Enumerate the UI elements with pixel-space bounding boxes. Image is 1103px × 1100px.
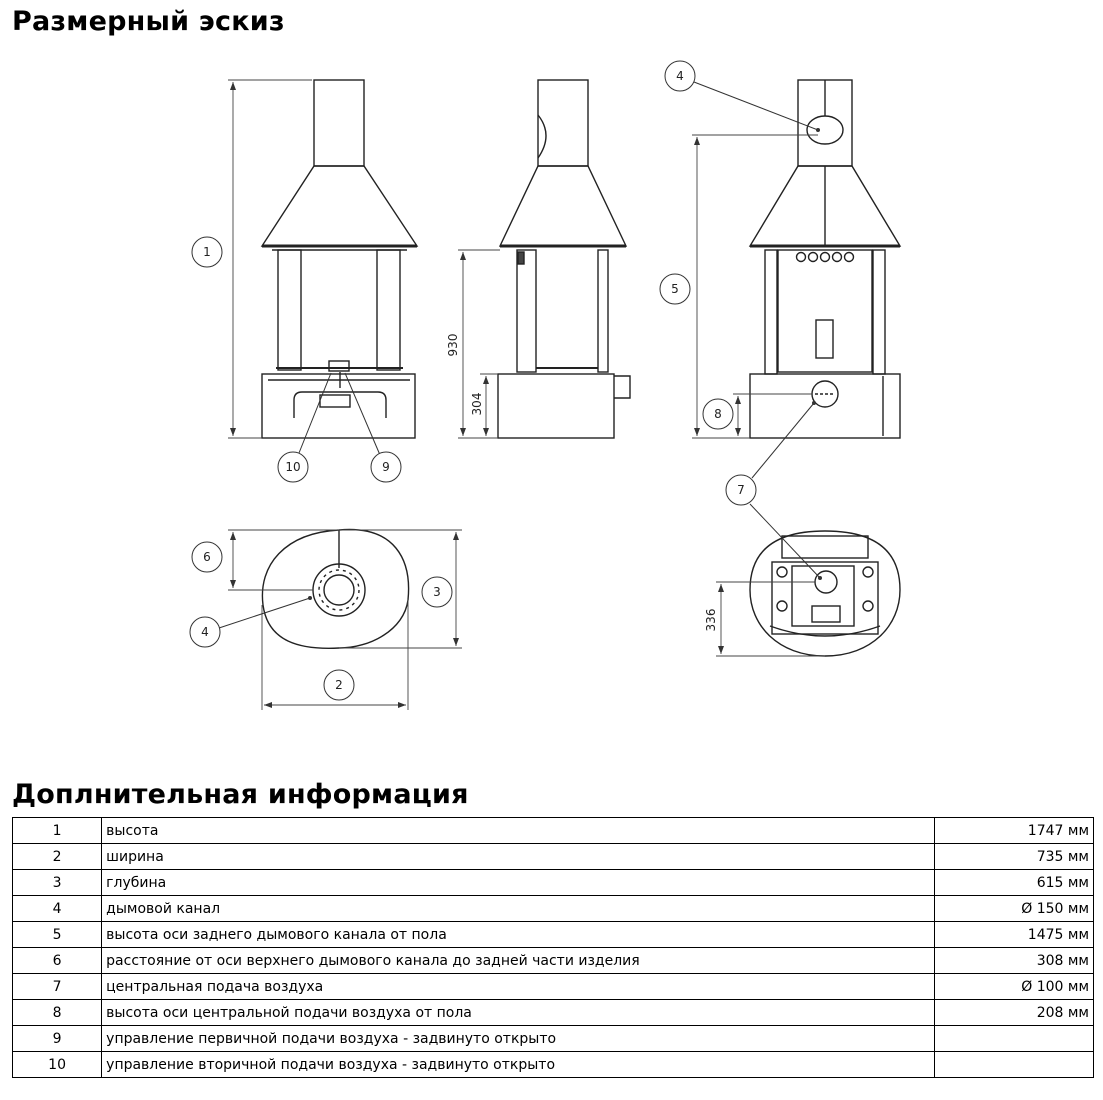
row-number: 2	[13, 844, 102, 870]
row-value: Ø 150 мм	[934, 896, 1093, 922]
dimension-arrows	[230, 82, 741, 708]
row-number: 8	[13, 1000, 102, 1026]
dimension-lines	[228, 80, 825, 710]
dim-930-label: 930	[446, 333, 460, 357]
row-number: 10	[13, 1052, 102, 1078]
row-number: 3	[13, 870, 102, 896]
sketch-heading: Размерный эскиз	[12, 6, 285, 37]
row-value: 615 мм	[934, 870, 1093, 896]
row-number: 7	[13, 974, 102, 1000]
table-row	[13, 844, 1094, 870]
callout-10-label: 10	[285, 460, 301, 474]
row-number: 1	[13, 818, 102, 844]
row-value: 308 мм	[934, 948, 1093, 974]
table-row	[13, 974, 1094, 1000]
callout-6-label: 6	[203, 550, 211, 564]
row-number: 6	[13, 948, 102, 974]
callout-7-label: 7	[737, 483, 745, 497]
table-row	[13, 1026, 1094, 1052]
side-view	[498, 80, 630, 438]
bottom-view	[750, 531, 900, 656]
table-row	[13, 948, 1094, 974]
row-label: ширина	[102, 844, 935, 870]
row-value: 1747 мм	[934, 818, 1093, 844]
spec-table	[12, 817, 1094, 1078]
row-value	[934, 1052, 1093, 1078]
table-row	[13, 896, 1094, 922]
table-row	[13, 870, 1094, 896]
dim-336-label: 336	[704, 608, 718, 632]
row-label: высота оси заднего дымового канала от пола	[102, 922, 935, 948]
front-view	[262, 80, 417, 438]
row-number: 4	[13, 896, 102, 922]
row-value: 208 мм	[934, 1000, 1093, 1026]
row-label: высота	[102, 818, 935, 844]
row-label: высота оси центральной подачи воздуха от пола	[102, 1000, 935, 1026]
callout-4-label: 4	[676, 69, 684, 83]
top-view	[262, 530, 408, 649]
callout-1-label: 1	[203, 245, 211, 259]
table-row	[13, 1000, 1094, 1026]
spec-table-body	[13, 818, 1094, 1078]
dim-304-label: 304	[470, 392, 484, 416]
callout-8-label: 8	[714, 407, 722, 421]
rear-view	[750, 80, 900, 438]
table-row	[13, 1052, 1094, 1078]
callout-9-label: 9	[382, 460, 390, 474]
callout-2-label: 2	[335, 678, 343, 692]
row-label: управление вторичной подачи воздуха - задвинуто открыто	[102, 1052, 935, 1078]
row-value: Ø 100 мм	[934, 974, 1093, 1000]
row-value: 1475 мм	[934, 922, 1093, 948]
row-label: дымовой канал	[102, 896, 935, 922]
row-label: центральная подача воздуха	[102, 974, 935, 1000]
table-row	[13, 922, 1094, 948]
callout-4b-label: 4	[201, 625, 209, 639]
row-number: 9	[13, 1026, 102, 1052]
row-value	[934, 1026, 1093, 1052]
callout-5-label: 5	[671, 282, 679, 296]
row-label: управление первичной подачи воздуха - задвинуто открыто	[102, 1026, 935, 1052]
info-heading: Доплнительная информация	[12, 779, 469, 810]
row-label: расстояние от оси верхнего дымового канала до задней части изделия	[102, 948, 935, 974]
table-row	[13, 818, 1094, 844]
row-label: глубина	[102, 870, 935, 896]
leader-lines	[219, 82, 820, 628]
row-value: 735 мм	[934, 844, 1093, 870]
row-number: 5	[13, 922, 102, 948]
callout-3-label: 3	[433, 585, 441, 599]
